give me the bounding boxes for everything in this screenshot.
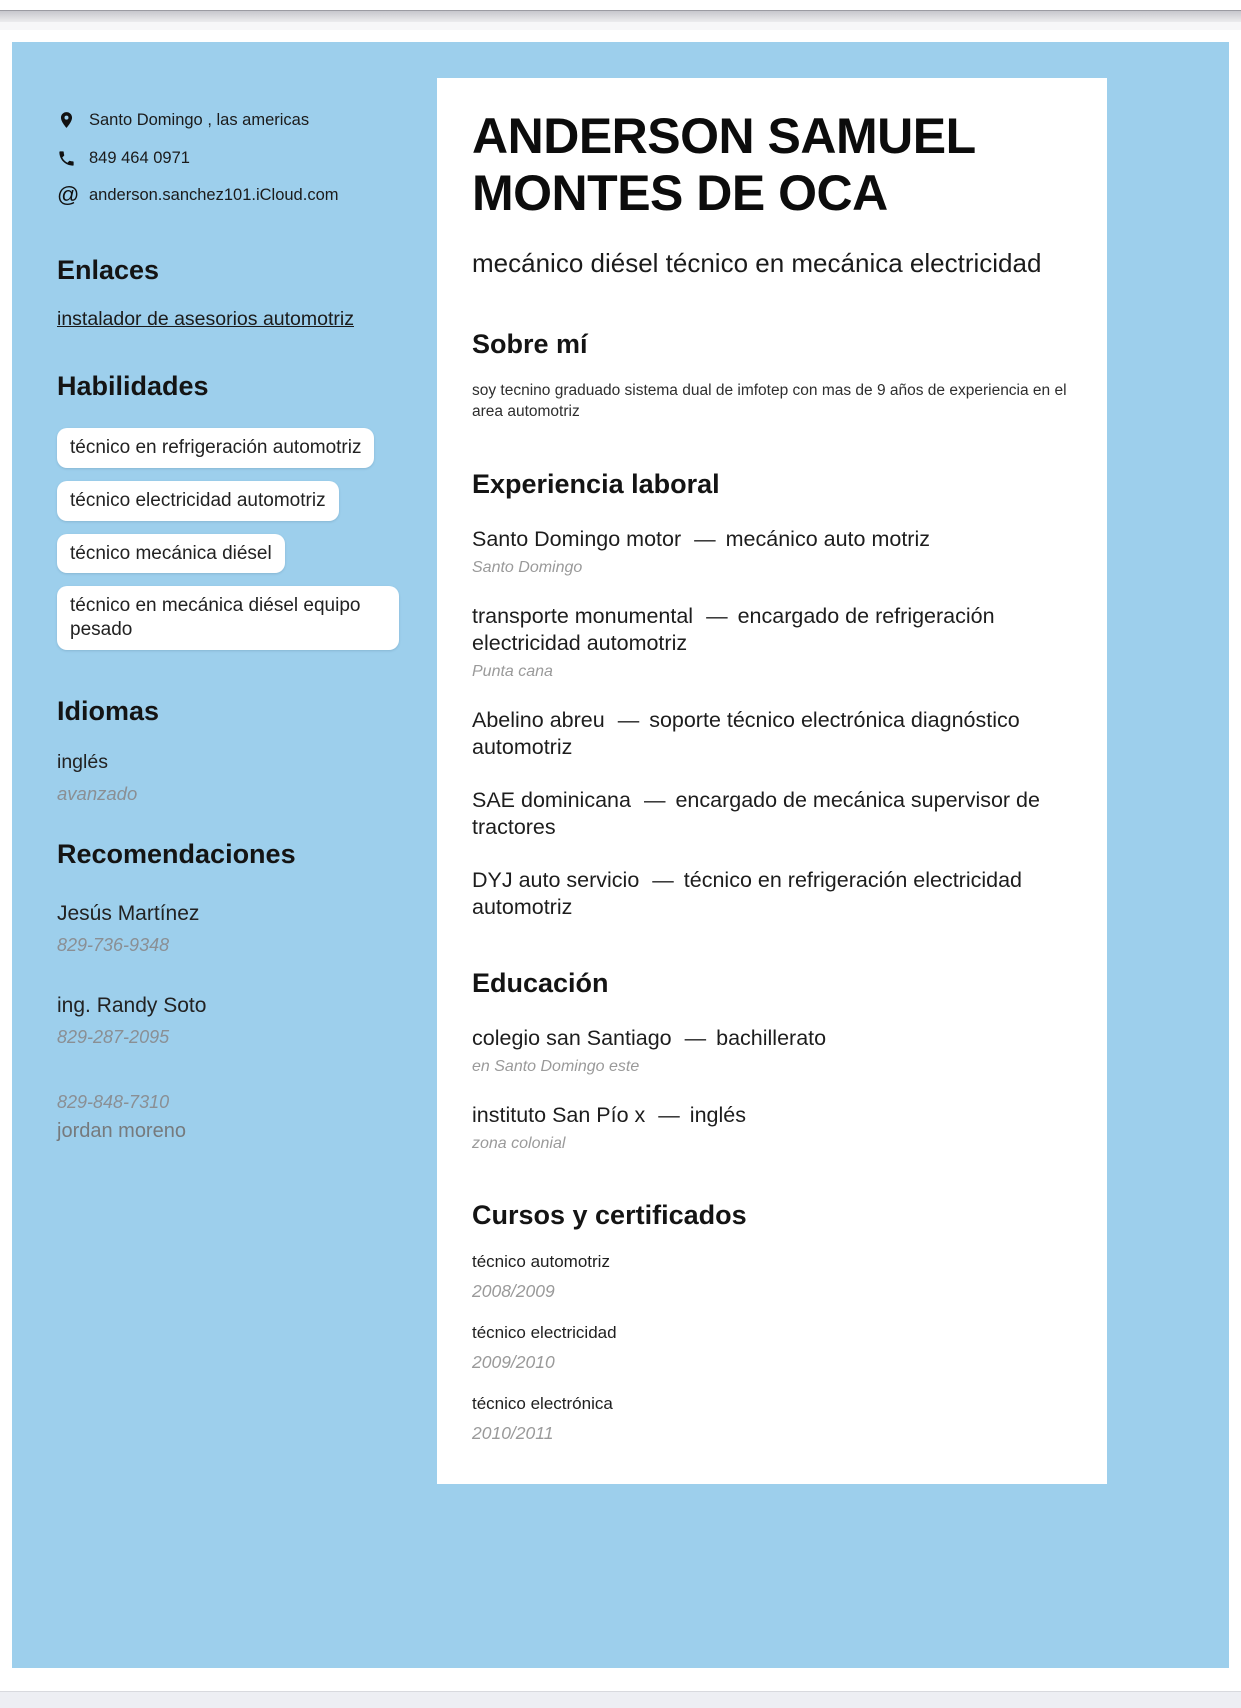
- entry-location: Punta cana: [472, 663, 553, 680]
- entry-dash: —: [652, 868, 674, 892]
- entry-title: [472, 867, 1072, 921]
- experience-entry: [472, 787, 1072, 841]
- about-text: soy tecnino graduado sistema dual de imfotep con mas de 9 años de experiencia en el area automotriz: [472, 382, 1067, 420]
- course-name: técnico automotriz: [472, 1252, 610, 1271]
- course-name: técnico electricidad: [472, 1323, 617, 1342]
- entry-dash: —: [694, 527, 716, 551]
- skill-chip: técnico mecánica diésel: [57, 534, 285, 574]
- entry-employer: SAE dominicana: [472, 788, 631, 812]
- entry-title: [472, 603, 1072, 657]
- recommendation-phone: 829-736-9348: [57, 934, 170, 955]
- recommendation-item: [57, 1092, 417, 1143]
- entry-dash: —: [706, 604, 728, 628]
- entry-role: mecánico auto motriz: [725, 527, 930, 551]
- language-level: avanzado: [57, 782, 138, 804]
- recommendation-item: [57, 994, 417, 1048]
- contact-location-row: [57, 108, 417, 132]
- course-item: [472, 1393, 1072, 1444]
- entry-role: soporte técnico electrónica diagnóstico automotriz: [472, 708, 1020, 759]
- resume-subtitle: mecánico diésel técnico en mecánica electricidad: [472, 248, 1042, 278]
- entry-title: [472, 1102, 1072, 1129]
- recommendation-name: ing. Randy Soto: [57, 993, 207, 1017]
- entry-school: colegio san Santiago: [472, 1026, 672, 1050]
- entry-role: técnico en refrigeración electricidad automotriz: [472, 868, 1023, 919]
- entry-degree: inglés: [689, 1103, 746, 1127]
- experience-entry: [472, 867, 1072, 921]
- recomendaciones-heading: Recomendaciones: [57, 838, 296, 869]
- window-chrome-bottom: [0, 1691, 1241, 1708]
- course-item: [472, 1251, 1072, 1302]
- course-period: 2010/2011: [472, 1423, 554, 1443]
- contact-location-text: Santo Domingo , las americas: [89, 110, 310, 129]
- entry-title: [472, 1025, 1072, 1052]
- course-period: 2009/2010: [472, 1352, 555, 1372]
- enlace-link[interactable]: instalador de asesorios automotriz: [57, 308, 354, 330]
- entry-employer: Abelino abreu: [472, 708, 605, 732]
- enlaces-heading: Enlaces: [57, 255, 160, 285]
- experience-entry: [472, 603, 1072, 681]
- education-entry: [472, 1102, 1072, 1153]
- entry-school: instituto San Pío x: [472, 1103, 646, 1127]
- recommendation-phone: 829-287-2095: [57, 1026, 170, 1047]
- entry-location: Santo Domingo: [472, 559, 583, 576]
- education-entry: [472, 1025, 1072, 1076]
- skill-chip: técnico en mecánica diésel equipo pesado: [57, 586, 399, 650]
- experience-entry: [472, 526, 1072, 577]
- recommendation-name: Jesús Martínez: [57, 901, 200, 925]
- about-heading: Sobre mí: [472, 329, 588, 359]
- entry-degree: bachillerato: [716, 1026, 827, 1050]
- sidebar: [12, 42, 437, 1143]
- entry-role: encargado de mecánica supervisor de tractores: [472, 788, 1040, 839]
- phone-icon: [57, 149, 89, 168]
- window-chrome-top: [0, 0, 1241, 42]
- entry-title: [472, 526, 1072, 553]
- entry-location: en Santo Domingo este: [472, 1058, 640, 1075]
- recommendation-item: [57, 902, 417, 956]
- entry-employer: transporte monumental: [472, 604, 694, 628]
- skill-chip: técnico en refrigeración automotriz: [57, 428, 374, 468]
- contact-email-text: anderson.sanchez101.iCloud.com: [89, 185, 339, 204]
- resume-name: ANDERSON SAMUEL MONTES DE OCA: [472, 108, 975, 221]
- entry-employer: DYJ auto servicio: [472, 868, 640, 892]
- course-period: 2008/2009: [472, 1281, 555, 1301]
- skill-chip: técnico electricidad automotriz: [57, 481, 339, 521]
- education-heading: Educación: [472, 968, 609, 998]
- entry-employer: Santo Domingo motor: [472, 527, 682, 551]
- horizontal-scrollbar-track: [0, 11, 1241, 22]
- recommendation-name: jordan moreno: [57, 1119, 186, 1142]
- habilidades-heading: Habilidades: [57, 371, 209, 401]
- courses-heading: Cursos y certificados: [472, 1200, 747, 1230]
- entry-dash: —: [658, 1103, 680, 1127]
- idiomas-heading: Idiomas: [57, 695, 160, 726]
- entry-dash: —: [643, 788, 666, 812]
- contact-phone-row: [57, 149, 417, 168]
- entry-role: encargado de refrigeración electricidad automotriz: [472, 604, 995, 655]
- recommendation-phone: 829-848-7310: [57, 1091, 170, 1112]
- resume-page: [12, 42, 1229, 1668]
- skills-list: [57, 428, 417, 650]
- resume-panel: [437, 78, 1107, 1484]
- entry-title: [472, 707, 1072, 761]
- entry-dash: —: [684, 1026, 707, 1050]
- contact-email-row: [57, 182, 417, 207]
- experience-entry: [472, 707, 1072, 761]
- chrome-under-strip: [0, 22, 1241, 30]
- experience-heading: Experiencia laboral: [472, 469, 720, 499]
- course-item: [472, 1322, 1072, 1373]
- entry-dash: —: [617, 708, 640, 732]
- entry-location: zona colonial: [472, 1135, 566, 1152]
- at-icon: @: [57, 182, 80, 207]
- contact-phone-text: 849 464 0971: [89, 149, 190, 167]
- location-pin-icon: [57, 108, 89, 132]
- language-name: inglés: [57, 750, 108, 773]
- course-name: técnico electrónica: [472, 1394, 613, 1413]
- entry-title: [472, 787, 1072, 841]
